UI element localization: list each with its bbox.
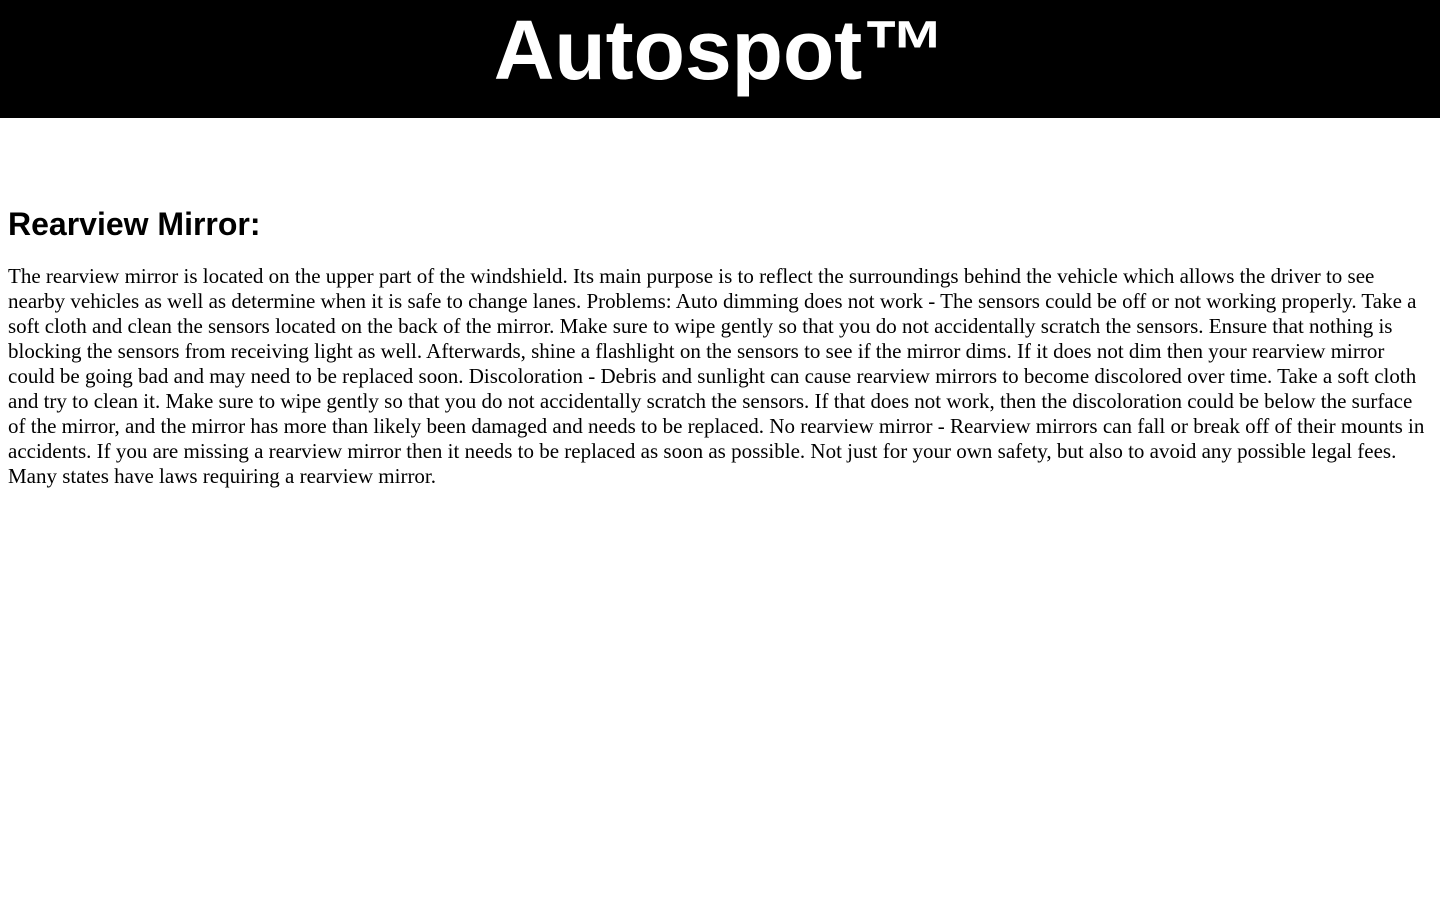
brand-logo-text[interactable]: Autospot™ — [493, 3, 947, 97]
article-body: The rearview mirror is located on the upper part of the windshield. Its main purpose is to reflect the surroundings behind the vehicle which allows the driver to see nearby vehicles as well as determine when it is safe to change lanes. Problems: Auto dimming does not work - The sensors could be off or not working properly. Take a soft cloth and clean the sensors located on the back of the mirror. Make sure to wipe gently so that you do not accidentally scratch the sensors. Ensure that nothing is blocking the sensors from receiving light as well. Afterwards, shine a flashlight on the sensors to see if the mirror dims. If it does not dim then your rearview mirror could be going bad and may need to be replaced soon. Discoloration - Debris and sunlight can cause rearview mirrors to become discolored over time. Take a soft cloth and try to clean it. Make sure to wipe gently so that you do not accidentally scratch the sensors. If that does not work, then the discoloration could be below the surface of the mirror, and the mirror has more than likely been damaged and needs to be replaced. No rearview mirror - Rearview mirrors can fall or break off of their mounts in accidents. If you are missing a rearview mirror then it needs to be replaced as soon as possible. Not just for your own safety, but also to avoid any possible legal fees. Many states have laws requiring a rearview mirror. — [8, 264, 1425, 488]
site-header — [0, 0, 1440, 118]
article-title: Rearview Mirror: — [8, 206, 261, 242]
article — [8, 204, 1432, 489]
